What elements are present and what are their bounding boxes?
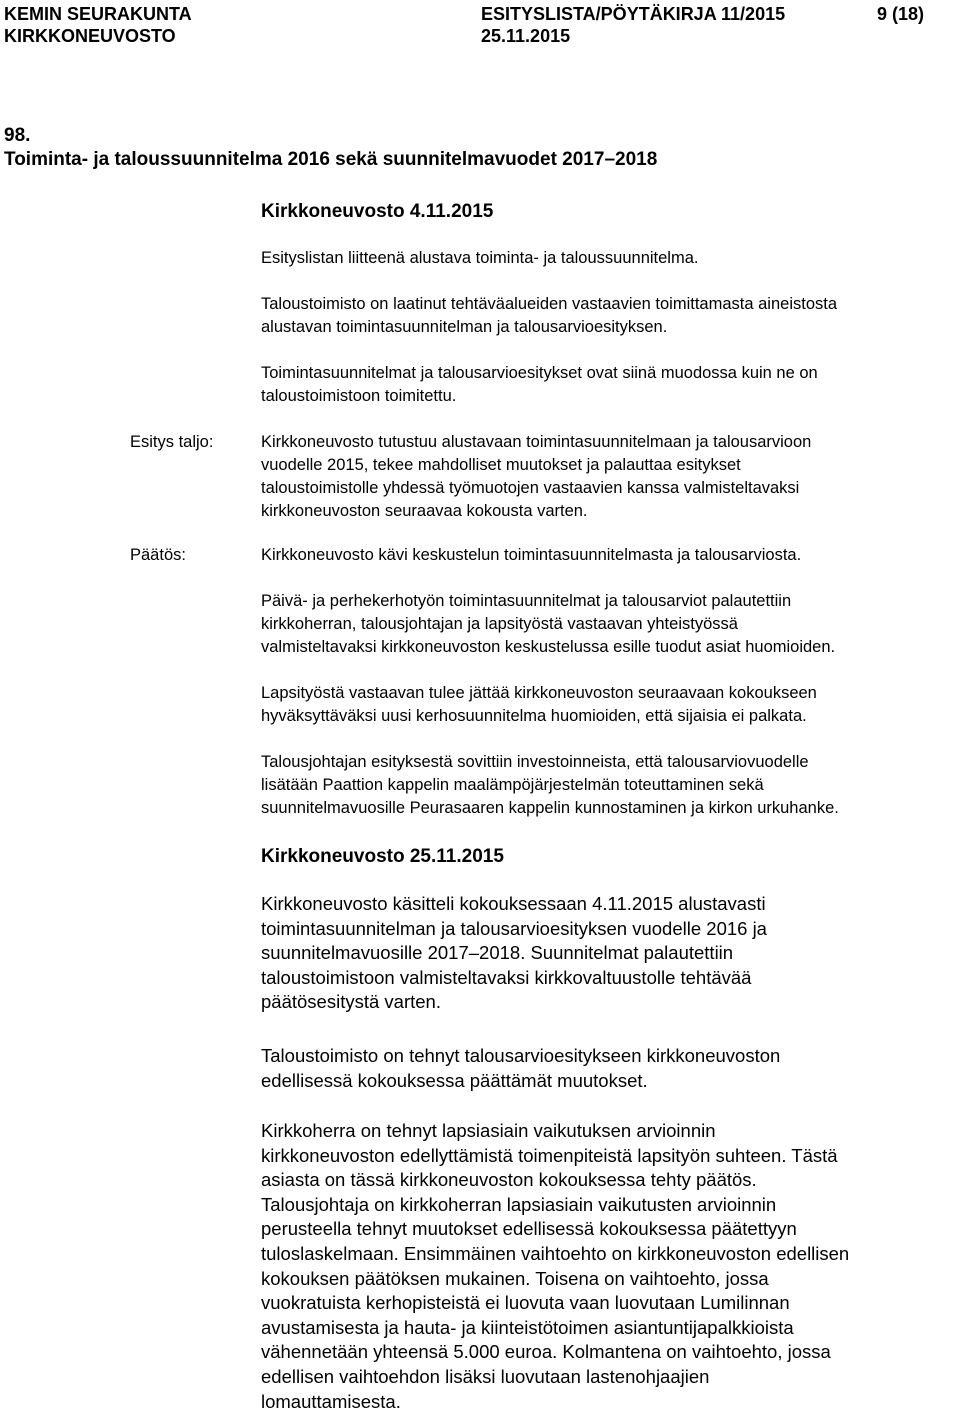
text-line: kokouksen päätöksen mukainen. Toisena on vaihtoehto, jossa (261, 1267, 769, 1289)
text-line: vuodelle 2015, tekee mahdolliset muutokset ja palauttaa esitykset (261, 456, 741, 474)
proposal-text (261, 431, 811, 523)
text-line: Kirkkoneuvosto tutustuu alustavaan toimintasuunnitelmaan ja talousarvioon (261, 433, 812, 451)
meeting2-paragraph-3 (261, 1119, 849, 1414)
decision-label: Päätös: (130, 546, 186, 564)
text-line: Taloustoimisto on tehnyt talousarvioesitykseen kirkkoneuvoston (261, 1045, 781, 1066)
document-type: ESITYSLISTA/PÖYTÄKIRJA 11/2015 (481, 4, 786, 24)
text-line: suunnitelmavuosille 2017–2018. Suunnitelmat palautettiin (261, 942, 734, 964)
meeting1-heading: Kirkkoneuvosto 4.11.2015 (261, 201, 494, 222)
decision-text: Kirkkoneuvosto kävi keskustelun toimintasuunnitelmasta ja talousarviosta. (261, 546, 802, 564)
section-number: 98. (4, 125, 31, 146)
meeting2-paragraph-2 (261, 1044, 780, 1093)
meeting1-paragraph-3 (261, 362, 818, 408)
text-line: Talousjohtaja on kirkkoherran lapsiasiain vaikutusten arvioinnin (261, 1193, 777, 1215)
org-name: KEMIN SEURAKUNTA (4, 4, 192, 24)
text-line: edellisen vaihtoehdon lisäksi luovutaan lastenohjaajien (261, 1365, 710, 1387)
proposal-label: Esitys taljo: (130, 433, 214, 451)
text-line: taloustoimistolle yhdessä työmuotojen vastaavien kanssa valmisteltavaksi (261, 479, 800, 497)
page-number: 9 (18) (877, 4, 925, 24)
text-line: kirkkoherran, talousjohtajan ja lapsityöstä vastaavan yhteistyössä (261, 615, 738, 633)
meeting1-paragraph-1: Esityslistan liitteenä alustava toiminta- ja taloussuunnitelma. (261, 249, 699, 267)
meeting-date: 25.11.2015 (481, 26, 571, 46)
text-line: Kirkkoneuvosto käsitteli kokouksessaan 4.11.2015 alustavasti (261, 893, 766, 914)
text-line: kirkkoneuvoston edellyttämistä toimenpiteistä lapsityön suhteen. Tästä (261, 1144, 838, 1166)
text-line: lomauttamisesta. (261, 1390, 401, 1412)
text-line: päätösesitystä varten. (261, 991, 441, 1013)
text-line: vuokratuista kerhopisteistä ei luovuta vaan luovutaan Lumilinnan (261, 1292, 790, 1314)
text-line: vähennetään yhteensä 5.000 euroa. Kolmantena on vaihtoehto, jossa (261, 1341, 831, 1363)
meeting1-paragraph-2 (261, 293, 837, 339)
text-line: perusteella tehnyt muutokset edellisessä kokouksessa päätettyyn (261, 1218, 797, 1240)
text-line: Päivä- ja perhekerhotyön toimintasuunnitelmat ja talousarviot palautettiin (261, 592, 792, 610)
text-line: taloustoimistoon valmisteltavaksi kirkkovaltuustolle tehtävää (261, 966, 752, 988)
text-line: Talousjohtajan esityksestä sovittiin investoinneista, että talousarviovuodelle (261, 753, 809, 771)
text-line: kirkkoneuvoston seuraavaa kokousta varten. (261, 502, 588, 520)
text-line: Toimintasuunnitelmat ja talousarvioesitykset ovat siinä muodossa kuin ne on (261, 364, 818, 382)
text-line: alustavan toimintasuunnitelman ja talousarvioesityksen. (261, 318, 668, 336)
text-line: toimintasuunnitelman ja talousarvioesityksen vuodelle 2016 ja (261, 917, 767, 939)
text-line: taloustoimistoon toimitettu. (261, 387, 457, 405)
text-line: hyväksyttäväksi uusi kerhosuunnitelma huomioiden, että sijaisia ei palkata. (261, 707, 807, 725)
text-line: Taloustoimisto on laatinut tehtäväalueiden vastaavien toimittamasta aineistosta (261, 295, 838, 313)
text-line: edellisessä kokouksessa päättämät muutokset. (261, 1069, 648, 1091)
meeting1-paragraph-4 (261, 590, 835, 659)
text-line: Lapsityöstä vastaavan tulee jättää kirkkoneuvoston seuraavaan kokoukseen (261, 684, 817, 702)
meeting1-paragraph-6 (261, 751, 839, 820)
text-line: valmisteltavaksi kirkkoneuvoston keskustelussa esille tuodut asiat huomioiden. (261, 638, 836, 656)
text-line: suunnitelmavuosille Peurasaaren kappelin kunnostaminen ja kirkon urkuhanke. (261, 799, 839, 817)
text-line: asiasta on tässä kirkkoneuvoston kokouksessa tehty päätös. (261, 1169, 757, 1191)
meeting2-paragraph-1 (261, 892, 767, 1015)
text-line: tuloslaskelmaan. Ensimmäinen vaihtoehto on kirkkoneuvoston edellisen (261, 1242, 850, 1264)
meeting2-heading: Kirkkoneuvosto 25.11.2015 (261, 846, 504, 867)
text-line: avustamisesta ja hauta- ja kiinteistötoimen asiantuntijapalkkioista (261, 1316, 794, 1338)
text-line: lisätään Paattion kappelin maalämpöjärjestelmän toteuttaminen sekä (261, 776, 764, 794)
text-line: Kirkkoherra on tehnyt lapsiasiain vaikutuksen arvioinnin (261, 1120, 716, 1141)
body-name: KIRKKONEUVOSTO (4, 26, 176, 46)
section-title: Toiminta- ja taloussuunnitelma 2016 sekä suunnitelmavuodet 2017–2018 (4, 149, 658, 170)
meeting1-paragraph-5 (261, 682, 817, 728)
